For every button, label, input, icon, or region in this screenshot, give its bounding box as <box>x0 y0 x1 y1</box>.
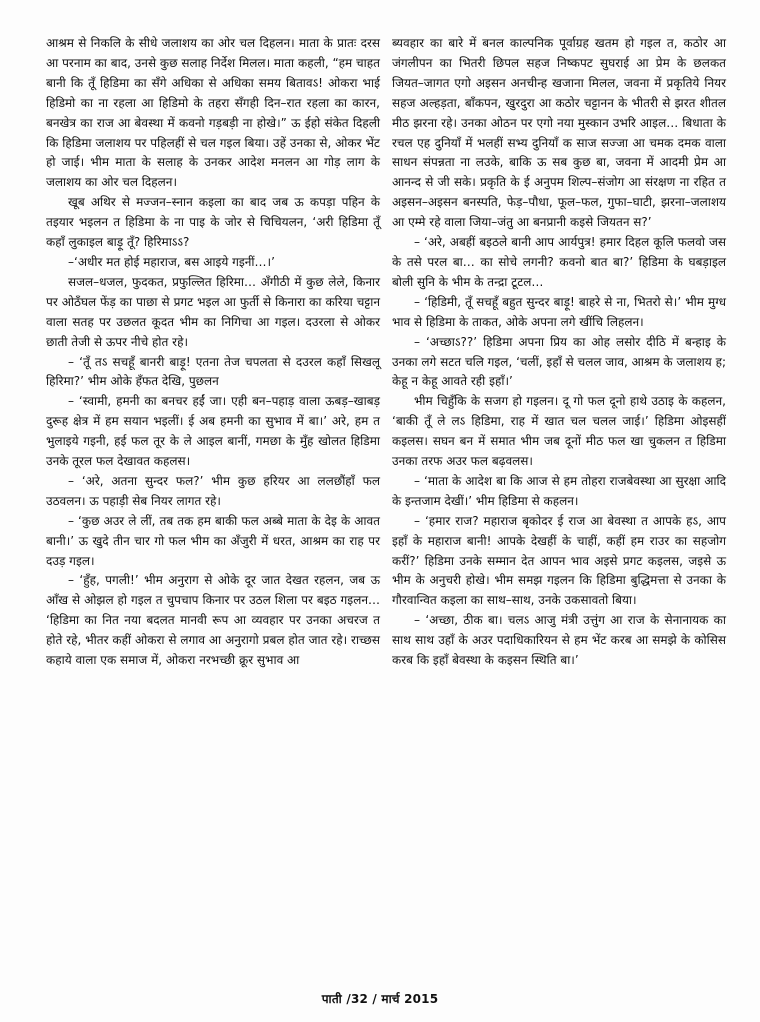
paragraph: – ‘अच्छा, ठीक बा। चलऽ आजु मंत्री उत्तुंग आ राज के सेनानायक का साथ साथ उहाँ के अउर पदाधिकारियन से हम भेंट करब आ समझे के कोसिस करब कि इहाँ बेवस्था के कइसन स्थिति बा।’ <box>392 613 726 668</box>
paragraph: आश्रम से निकलि के सीधे जलाशय का ओर चल दिहलन। माता के प्रातः दरस आ परनाम का बाद, उनसे कुछ सलाह निर्देश मिलल। माता कहली, “हम चाहत बानी कि तूँ हिडिमा का सँगे अधिका से अधिका समय बितावऽ! ओकरा भाई हिडिमो का ना रहला आ हिडिमो के तहरा सँगही दिन–रात रहला का कारन, बनखेत्र का राज आ बेवस्था में कवनो गड़बड़ी ना होखे।” ऊ ईहो संकेत दिहली कि हिडिमा जलाशय पर पहिलहीं से चल गइल बिया। उहें उनका से, ओकर भेंट हो जाई। भीम माता के सलाह के उनकर आदेश मनलन आ गोड़ लाग के जलाशय का ओर चल दिहलन। <box>46 36 380 190</box>
paragraph: – ‘हमार राज? महाराज बृकोदर ई राज आ बेवस्था त आपके हऽ, आप इहाँ के महाराज बानी! आपके देखहीं के चाहीं, कहीं हम राउर का सहजोग करीं?’ हिडिमा उनके सम्मान देत आपन भाव अइसे प्रगट कइलस, जइसे ऊ भीम के अनुचरी होखे। भीम समझ गइलन कि हिडिमा बुद्धिमत्ता से उनका के गौरवान्वित कइला का साथ–साथ, उनके उकसावतो बिया। <box>392 513 726 608</box>
paragraph: – ‘हिडिमी, तूँ सचहूँ बहुत सुन्दर बाड़ू! बाहरे से ना, भितरो से।’ भीम मुग्ध भाव से हिडिमा के ताकत, ओके अपना लगे खींचि लिहलन। <box>392 294 726 329</box>
paragraph: – ‘स्वामी, हमनी का बनचर हईं जा। एही बन–पहाड़ वाला ऊबड़–खाबड़ दुरूह क्षेत्र में हम सयान भइलीं। ई अब हमनी का सुभाव में बा।’ अरे, हम त भुलाइये गइनी, हई फल तूर के ले आइल बानीं, गमछा के मुँह खोलत हिडिमा उनके तूरल फल देखावत कहलस। <box>46 394 380 469</box>
paragraph: –‘अधीर मत होई महाराज, बस आइये गइनीं…।’ <box>68 254 275 269</box>
page-footer: पाती /32 / मार्च 2015 <box>321 992 439 1006</box>
paragraph: – ‘माता के आदेश बा कि आज से हम तोहरा राजबेवस्था आ सुरक्षा आदि के इन्तजाम देखीं।’ भीम हिडिमा से कहलन। <box>392 473 726 508</box>
paragraph: खूब अथिर से मज्जन–स्नान कइला का बाद जब ऊ कपड़ा पहिन के तइयार भइलन त हिडिमा के ना पाइ के जोर से चिचियलन, ‘अरी हिडिमा तूँ कहाँ लुकाइल बाड़ू तूँ? हिरिमाऽऽ? <box>46 195 380 250</box>
paragraph: – ‘अरे, अबहीं बइठले बानी आप आर्यपुत्र! हमार दिहल कूलि फलवो जस के तसे परल बा… का सोचे लगनी? कवनो बात बा?’ हिडिमा के घबड़ाइल बोली सुनि के भीम के तन्द्रा टूटल… <box>392 235 726 289</box>
left-column <box>46 34 380 671</box>
paragraph: – ‘कुछ अउर ले लीं, तब तक हम बाकी फल अब्बे माता के देइ के आवत बानी।’ ऊ खुदे तीन चार गो फल भीम का अँजुरी में धरत, आश्रम का राह पर दउड़ गइल। <box>46 513 380 568</box>
paragraph: – ‘हुँह, पगली!’ भीम अनुराग से ओके दूर जात देखत रहलन, जब ऊ आँख से ओझल हो गइल त चुपचाप किनार पर उठल शिला पर बइठ गइलन… ‘हिडिमा का नित नया बदलत मानवी रूप आ व्यवहार पर उनका अचरज त होते रहे, भीतर कहीं ओकरा से लगाव आ अनुरागो प्रबल होत जात रहे। राच्छस कहाये वाला एक समाज में, ओकरा नरभच्छी क्रूर सुभाव आ <box>46 573 380 668</box>
right-column <box>392 34 726 671</box>
paragraph: ब्यवहार का बारे में बनल काल्पनिक पूर्वाग्रह खतम हो गइल त, कठोर आ जंगलीपन का भितरी छिपल सहज निष्कपट सुघराई आ प्रेम के छलकत जियत–जागत एगो अइसन अनचीन्ह खजाना मिलल, जवना में प्रकृतिये नियर सहज अल्हड़ता, बाँकपन, खुरदुरा आ कठोर चट्टानन के भीतरी से झरत शीतल मीठ झरना रहे। उनका ओठन पर एगो नया मुस्कान उभरि आइल… बिधाता के रचल एह दुनियाँ में भलहीं सभ्य दुनियाँ क साज सज्जा आ चमक दमक वाला साधन संपन्नता ना लउके, बाकि ऊ सब कुछ बा, जवना में आदमी प्रेम आ आनन्द से जी सके। प्रकृति के ई अनुपम शिल्प–संजोग आ संरक्षण ना रहित त अइसन–अइसन बनस्पति, फेड़–पौधा, फूल–फल, गुफा–घाटी, झरना–जलाशय आ एम्मे रहे वाला जिया–जंतु आ बनप्रानी कइसे जियतन स?’ <box>392 36 726 230</box>
paragraph: – ‘तूँ तऽ सचहूँ बानरी बाड़ू! एतना तेज चपलता से दउरल कहाँ सिखलू हिरिमा?’ भीम ओके हँफत देखि, पुछलन <box>46 354 380 389</box>
paragraph: सजल–धजल, फुदकत, प्रफुल्लित हिरिमा… अँगीठी में कुछ लेले, किनार पर ओठँघल फेंड़ का पाछा से प्रगट भइल आ फुर्ती से किनारा का करिया चट्टान वाला सतह पर उछलत कूदत भीम का निगिचा आ गइल। दउरला से ओकर छाती तेजी से ऊपर नीचे होत रहे। <box>46 274 380 349</box>
paragraph: – ‘अच्छाऽ??’ हिडिमा अपना प्रिय का ओह लसोर दीठि में बन्हाइ के उनका लगे सटत चलि गइल, ‘चलीं, इहाँ से चलल जाव, आश्रम के जलाशय ह; केहू न केहू आवते रही इहाँ।’ <box>392 334 726 389</box>
paragraph: भीम चिहुँकि के सजग हो गइलन। दू गो फल दूनो हाथे उठाइ के कहलन, ‘बाकी तूँ ले लऽ हिडिमा, राह में खात चल चलल जाई।’ हिडिमा ओइसहीं कइलस। सघन बन में समात भीम जब दूनों मीठ फल खा चुकलन त हिडिमा उनका तरफ अउर फल बढ़वलस। <box>392 394 726 469</box>
paragraph: – ‘अरे, अतना सुन्दर फल?’ भीम कुछ हरियर आ ललछौंहाँ फल उठवलन। ऊ पहाड़ी सेब नियर लागत रहे। <box>46 473 380 508</box>
